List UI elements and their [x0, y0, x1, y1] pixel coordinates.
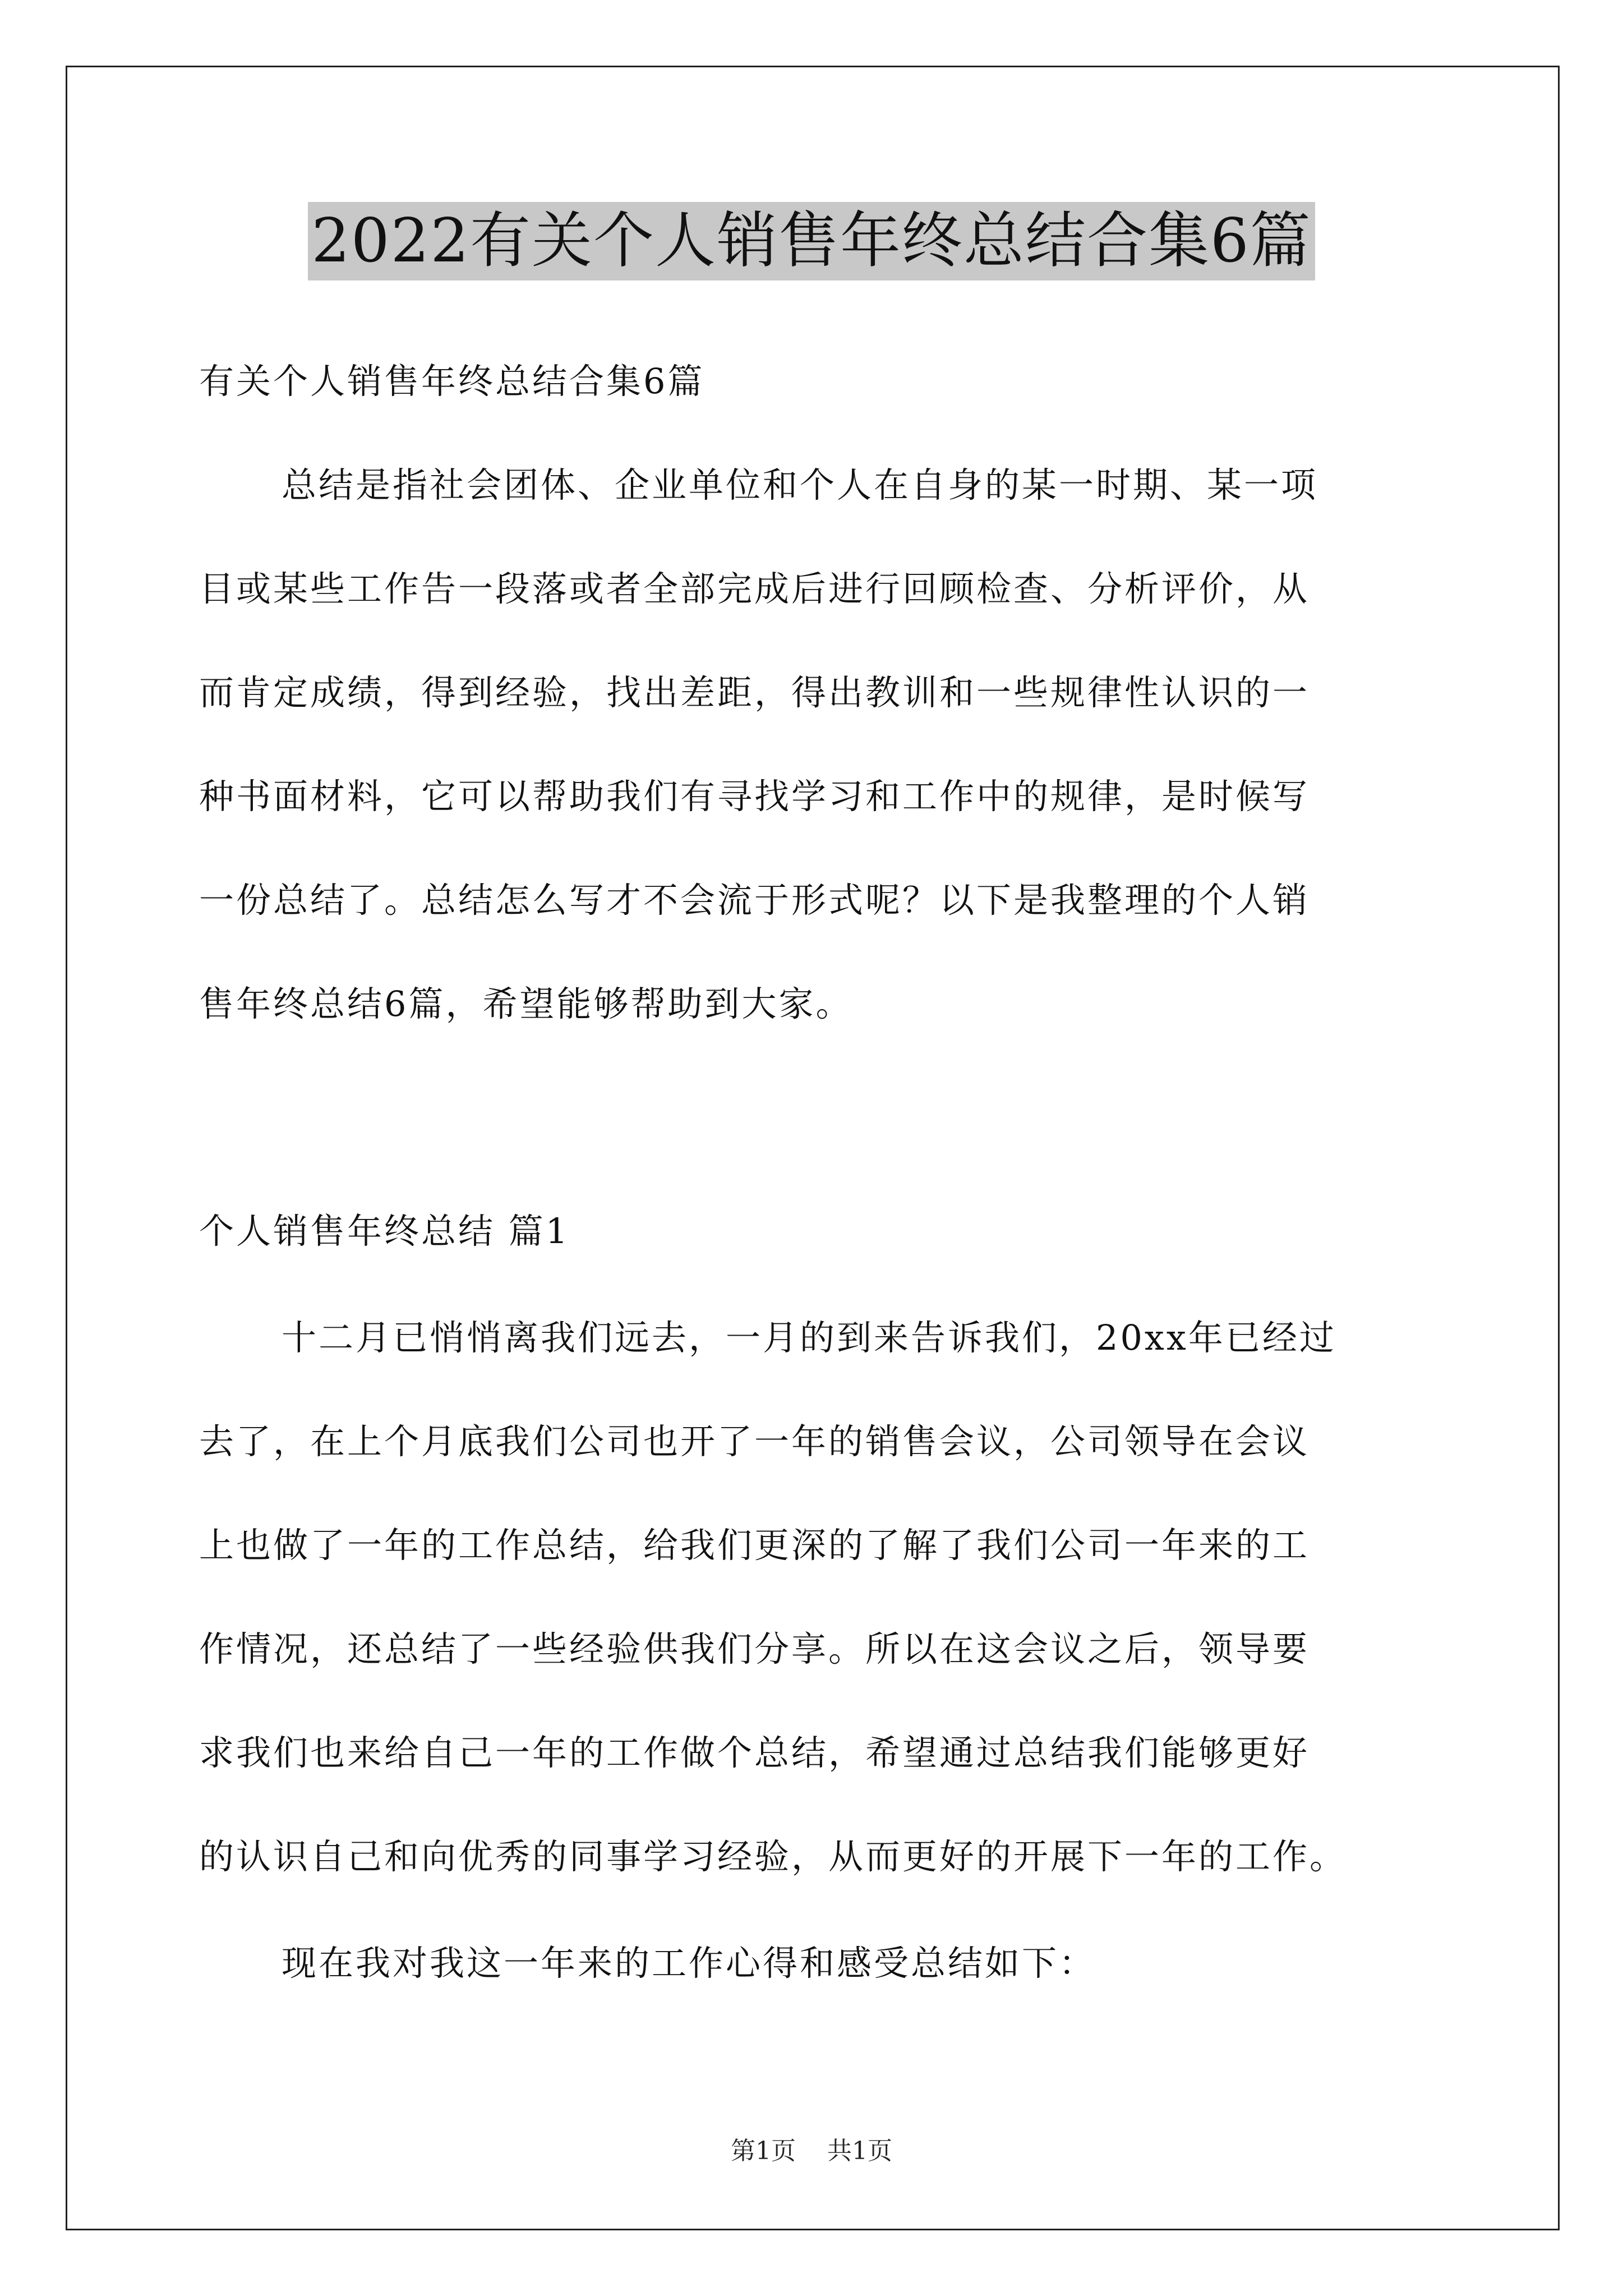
- paragraph-line: 种书面材料，它可以帮助我们有寻找学习和工作中的规律，是时候写: [199, 776, 1310, 817]
- paragraph-line: 十二月已悄悄离我们远去，一月的到来告诉我们，20xx年已经过: [282, 1317, 1336, 1358]
- document-title: 2022有关个人销售年终总结合集6篇: [308, 202, 1315, 280]
- paragraph-line: 而肯定成绩，得到经验，找出差距，得出教训和一些规律性认识的一: [199, 672, 1310, 713]
- paragraph-line: 目或某些工作告一段落或者全部完成后进行回顾检查、分析评价，从: [199, 568, 1310, 609]
- paragraph-line: 现在我对我这一年来的工作心得和感受总结如下：: [282, 1943, 1096, 1984]
- page-number: 第1页: [731, 2137, 796, 2165]
- document-subtitle: 有关个人销售年终总结合集6篇: [199, 361, 705, 402]
- paragraph-line: 上也做了一年的工作总结，给我们更深的了解了我们公司一年来的工: [199, 1525, 1310, 1566]
- section-heading: 个人销售年终总结 篇1: [199, 1211, 570, 1251]
- paragraph-line: 求我们也来给自己一年的工作做个总结，希望通过总结我们能够更好: [199, 1732, 1310, 1773]
- page-total: 共1页: [827, 2137, 892, 2165]
- paragraph-line: 一份总结了。总结怎么写才不会流于形式呢？以下是我整理的个人销: [199, 880, 1310, 921]
- paragraph-line: 总结是指社会团体、企业单位和个人在自身的某一时期、某一项: [282, 464, 1318, 505]
- paragraph-line: 售年终总结6篇，希望能够帮助到大家。: [199, 983, 853, 1024]
- paragraph-line: 作情况，还总结了一些经验供我们分享。所以在这会议之后，领导要: [199, 1628, 1310, 1669]
- page-footer: [0, 2134, 1623, 2168]
- paragraph-line: 去了，在上个月底我们公司也开了一年的销售会议，公司领导在会议: [199, 1421, 1310, 1462]
- paragraph-line: 的认识自己和向优秀的同事学习经验，从而更好的开展下一年的工作。: [199, 1836, 1347, 1877]
- title-container: [0, 202, 1623, 280]
